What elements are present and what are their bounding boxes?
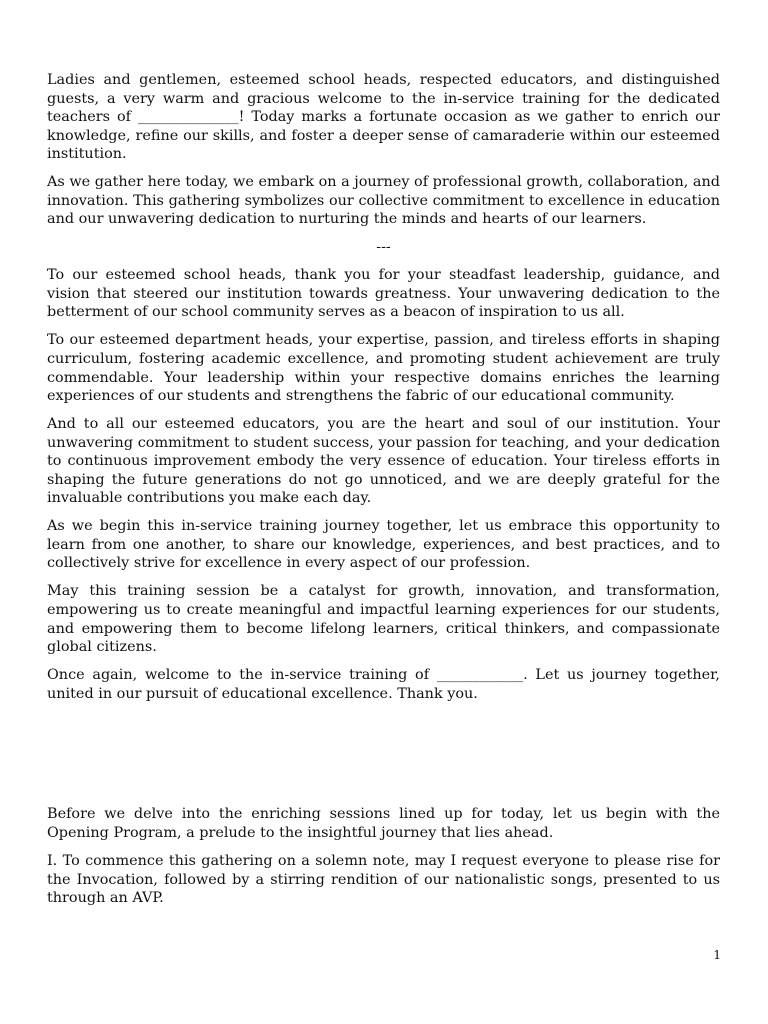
department-heads-paragraph: To our esteemed department heads, your expertise, passion, and tireless efforts in shaping curriculum, fostering academic excellence, and promoting student achievement are truly commendable. Your leadership within your respective domains enriches the learning experiences of our students and strengthens the fabric of our educational community. bbox=[47, 332, 720, 405]
journey-paragraph: As we gather here today, we embark on a journey of professional growth, collaboration, and innovation. This gathering symbolizes our collective commitment to excellence in education and our unwavering dedication to nurturing the minds and hearts of our learners. bbox=[47, 174, 720, 228]
closing-paragraph: Once again, welcome to the in-service training of ____________. Let us journey together, united in our pursuit of educational excellence. Thank you. bbox=[47, 667, 720, 702]
document-body bbox=[47, 71, 720, 917]
opening-program-paragraph: Before we delve into the enriching sessions lined up for today, let us begin with the Opening Program, a prelude to the insightful journey that lies ahead. bbox=[47, 806, 720, 842]
blank-space bbox=[47, 712, 720, 805]
educators-paragraph: And to all our esteemed educators, you are the heart and soul of our institution. Your unwavering commitment to student success, your passion for teaching, and your dedication to continuous improvement embody the very essence of education. Your tireless efforts in shaping the future generations do not go unnoticed, and we are deeply grateful for the invaluable contributions you make each day. bbox=[47, 415, 720, 507]
page-number: 1 bbox=[713, 948, 721, 962]
welcome-paragraph: Ladies and gentlemen, esteemed school heads, respected educators, and distinguished guests, a very warm and gracious welcome to the in-service training for the dedicated teachers of ______________! Today marks a fortunate occasion as we gather to enrich our knowledge, refine our skills, and foster a deeper sense of camaraderie within our esteemed institution. bbox=[47, 72, 720, 163]
school-heads-paragraph: To our esteemed school heads, thank you for your steadfast leadership, guidance, and vision that steered our institution towards greatness. Your unwavering dedication to the betterment of our school community serves as a beacon of inspiration to us all. bbox=[47, 267, 720, 321]
catalyst-paragraph: May this training session be a catalyst for growth, innovation, and transformation, empowering us to create meaningful and impactful learning experiences for our students, and empowering them to become lifelong learners, critical thinkers, and compassionate global citizens. bbox=[47, 583, 720, 656]
section-separator: --- bbox=[376, 239, 391, 256]
invocation-paragraph: I. To commence this gathering on a solemn note, may I request everyone to please rise for the Invocation, followed by a stirring rendition of our nationalistic songs, presented to us through an AVP. bbox=[47, 852, 720, 907]
opportunity-paragraph: As we begin this in-service training journey together, let us embrace this opportunity to learn from one another, to share our knowledge, experiences, and best practices, and to collectively strive for excellence in every aspect of our profession. bbox=[47, 518, 720, 572]
